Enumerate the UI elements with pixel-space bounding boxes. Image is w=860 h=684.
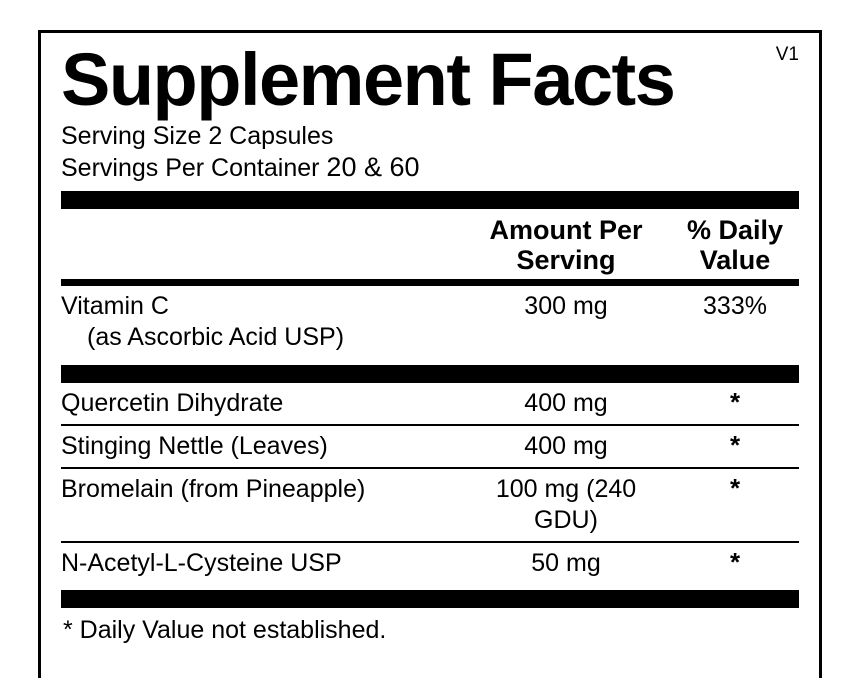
- row-amount: 400 mg: [524, 432, 608, 460]
- row-nutrient-name: N-Acetyl-L-Cysteine USP: [61, 549, 342, 577]
- table-row: [61, 543, 799, 584]
- header-dv-line1: % Daily: [686, 215, 784, 245]
- row-daily-value: *: [729, 387, 741, 417]
- table-row: [61, 383, 799, 424]
- header-amount-line1: Amount Per: [489, 215, 643, 245]
- footnote: * Daily Value not established.: [63, 616, 387, 644]
- servings-per-container-label: Servings Per Container: [61, 154, 320, 182]
- divider-thick-mid: [61, 365, 799, 383]
- row-nutrient-name: Quercetin Dihydrate: [61, 389, 284, 417]
- row-daily-value: *: [729, 547, 741, 577]
- row-daily-value: *: [729, 473, 741, 503]
- nutrient-name: Vitamin C: [61, 292, 169, 320]
- row-nutrient-name: [61, 291, 461, 353]
- row-nutrient-name: Stinging Nettle (Leaves): [61, 432, 328, 460]
- header-daily-value: [671, 215, 799, 275]
- header-amount-per-serving: [461, 215, 671, 275]
- page-title: Supplement Facts: [61, 38, 675, 121]
- header-amount-line2: Serving: [516, 245, 616, 275]
- row-nutrient-name: Bromelain (from Pineapple): [61, 475, 366, 503]
- table-row: [61, 469, 799, 541]
- row-amount: 50 mg: [531, 549, 601, 577]
- row-amount: 100 mg (240 GDU): [495, 475, 637, 534]
- version-badge: V1: [775, 44, 799, 65]
- table-row: [61, 426, 799, 467]
- serving-size-label: Serving Size: [61, 122, 202, 150]
- servings-per-container-value: 20 & 60: [326, 152, 420, 182]
- row-amount: 300 mg: [524, 292, 608, 320]
- header-dv-line2: Value: [699, 245, 771, 275]
- divider-thick-bottom: [61, 590, 799, 608]
- divider-thick-top: [61, 191, 799, 209]
- supplement-facts-content: [61, 39, 799, 646]
- serving-size-value: 2 Capsules: [208, 122, 334, 150]
- row-amount: 400 mg: [524, 389, 608, 417]
- serving-size-line: [61, 121, 799, 152]
- title-row: [61, 39, 799, 121]
- servings-per-container-line: [61, 152, 799, 184]
- table-header-row: [61, 209, 799, 279]
- row-daily-value: 333%: [703, 292, 767, 320]
- table-row: [61, 286, 799, 358]
- supplement-facts-panel: [38, 30, 822, 678]
- row-daily-value: *: [729, 430, 741, 460]
- divider-under-header: [61, 279, 799, 286]
- nutrient-subname: (as Ascorbic Acid USP): [87, 323, 345, 351]
